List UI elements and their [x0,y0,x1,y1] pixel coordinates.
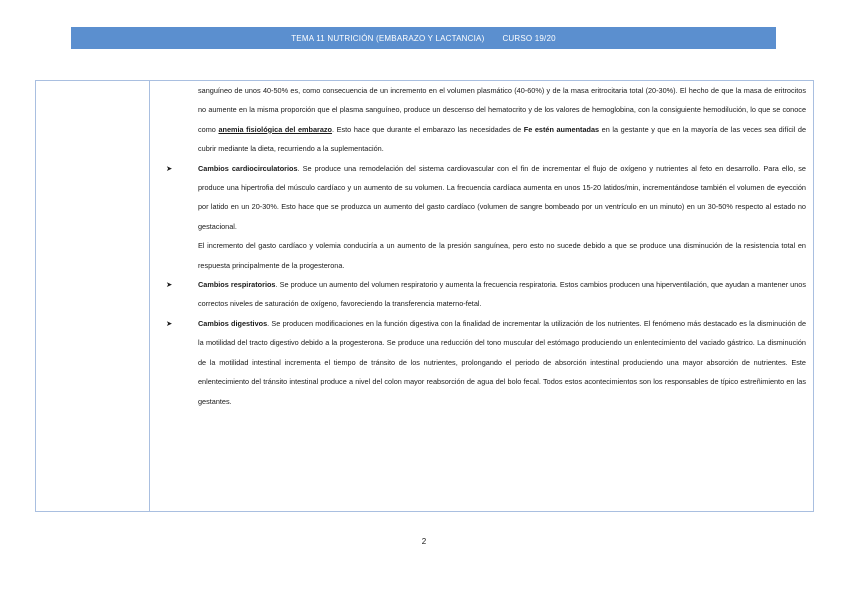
column-divider [149,81,150,511]
iron-term: Fe estén aumentadas [523,124,600,134]
arrow-bullet-icon: ➤ [166,163,173,173]
item-text: . Se producen modificaciones en la función digestiva con la finalidad de incrementar la utilización de los nutrientes. El fenómeno más destacado es la disminución de la motilidad del tracto digestivo debido a la progesterona. Se produce una reducción del tono muscular del estómago produciendo un enlentecimiento del vaciado gástrico. La disminución de la motilidad intestinal incrementa el tiempo de tránsito de los nutrientes, prolongando el periodo de absorción intestinal produciendo una mayor absorción de nutrientes. Este enlentecimiento del tránsito intestinal produce a nivel del colon mayor reabsorción de agua del bolo fecal. Todos estos acontecimientos son los responsables de típico estreñimiento en las gestantes. [198,318,806,406]
anemia-term: anemia fisiológica del embarazo [218,124,333,134]
arrow-bullet-icon: ➤ [166,318,173,328]
item-title: Cambios cardiocirculatorios [198,163,298,173]
list-item-cardiocirculatorios [166,159,806,275]
list-item-respiratorios [166,275,806,314]
page-header [71,27,776,49]
content-table [35,80,814,512]
item-extra-text: El incremento del gasto cardíaco y volemia conduciría a un aumento de la presión sanguínea, pero esto no sucede debido a que se produce una disminución de la resistencia total en respuesta principalmente de la progesterona. [198,241,806,270]
item-text: . Se produce un aumento del volumen respiratorio y aumenta la frecuencia respiratoria. Estos cambios producen una hiperventilación, que ayudan a mantener unos correctos niveles de saturación de oxígeno, favoreciendo la transferencia materno-fetal. [198,280,807,309]
page-number: 2 [421,537,427,546]
header-title: TEMA 11 NUTRICIÓN (EMBARAZO Y LACTANCIA) [291,33,485,43]
intro-paragraph: sanguíneo de unos 40-50% es, como consecuencia de un incremento en el volumen plasmático (40-60%) y de la masa eritrocitaria total (20-30%). El hecho de que la masa de eritrocitos no aumente en la misma proporción que el plasma sanguíneo, produce un descenso del hematocrito y de los valores de hemoglobina, con la consiguiente hemodilución, lo que se conoce como anemia fisiológica del embarazo. Esto hace que durante el embarazo las necesidades de Fe estén aumentadas en la gestante y que en la mayoría de las veces sea difícil de cubrir mediante la dieta, recurriendo a la suplementación. [198,86,806,154]
table-content-cell [166,81,806,411]
item-title: Cambios respiratorios [198,280,276,290]
item-title: Cambios digestivos [198,318,268,328]
arrow-bullet-icon: ➤ [166,280,173,290]
item-text: . Se produce una remodelación del sistema cardiovascular con el fin de incrementar el flujo de oxígeno y nutrientes al feto en desarrollo. Para ello, se produce una hipertrofia del músculo cardíaco y un aumento de su volumen. La frecuencia cardíaca aumenta en unos 15-20 latidos/min, incrementándose también el volumen de eyección por latido en un 20-30%. Esto hace que se produzca un aumento del gasto cardíaco (volumen de sangre bombeado por un ventrículo en un minuto) en un 30-50% respecto al estado no gestacional. [198,163,806,231]
header-course: CURSO 19/20 [502,33,556,43]
list-item-digestivos [166,314,806,411]
